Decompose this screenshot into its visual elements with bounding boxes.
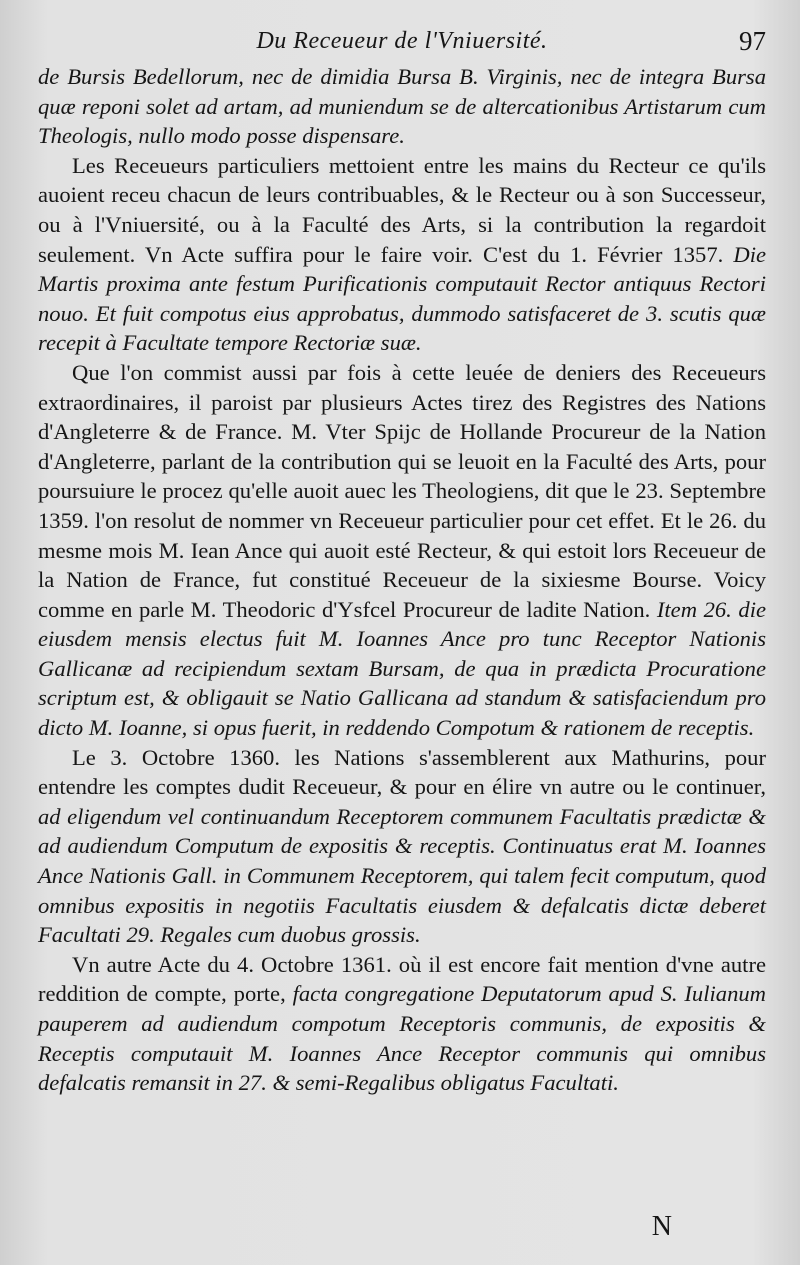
body-text: [38, 62, 766, 1098]
paragraph-receveurs-particuliers: [38, 151, 766, 358]
paragraph-receveurs-extraordinaires: [38, 358, 766, 743]
latin-quotation: Item 26. die eiusdem mensis electus fuit M. Ioannes Ance pro tunc Receptor Nationis Gallicanæ ad recipiendum sextam Bursam, de qua in prædicta Procuratione scriptum est, & obligauit se Natio Gallicana ad standum & satisfaciendum pro dicto M. Ioanne, si opus fuerit, in reddendo Compotum & rationem de receptis.: [38, 596, 766, 741]
french-text: Le 3. Octobre 1360. les Nations s'assemblerent aux Mathurins, pour entendre les comptes dudit Receueur, & pour en élire vn autre ou le continuer,: [38, 744, 766, 800]
french-text: Que l'on commist aussi par fois à cette leuée de deniers des Receueurs extraordinaires, il paroist par plusieurs Actes tirez des Registres des Nations d'Angleterre & de France. M. Vter Spijc de Hollande Procureur de la Nation d'Angleterre, parlant de la contribution qui se leuoit en la Faculté des Arts, pour poursuiure le procez qu'elle auoit auec les Theologiens, dit que le 23. Septembre 1359. l'on resolut de nommer vn Receueur particulier pour cet effet. Et le 26. du mesme mois M. Iean Ance qui auoit esté Recteur, & qui estoit lors Receueur de la Nation de France, fut constitué Receueur de la sixiesme Bourse. Voicy comme en parle M. Theodoric d'Ysfcel Procureur de ladite Nation.: [38, 359, 766, 622]
latin-quotation: facta congregatione Deputatorum apud S. Iulianum pauperem ad audiendum compotum Receptoris communis, de expositis & Receptis computauit M. Ioannes Ance Receptor communis qui omnibus defalcatis remansit in 27. & semi-Regalibus obligatus Facultati.: [38, 981, 766, 1096]
latin-quotation: ad eligendum vel continuandum Receptorem communem Facultatis prædictæ & ad audiendum Computum de expositis & receptis. Continuatus erat M. Ioannes Ance Nationis Gall. in Communem Receptorem, qui talem fecit computum, quod omnibus expositis in negotiis Facultatis eiusdem & defalcatis dictæ deberet Facultati 29. Regales cum duobus grossis.: [38, 803, 766, 948]
latin-quotation: Die Martis proxima ante festum Purificationis computauit Rector antiquus Rectori nouo. Et fuit compotus eius approbatus, dummodo satisfaceret de 3. scutis quæ recepit à Facultate tempore Rectoriæ suæ.: [38, 241, 766, 356]
paragraph-latin-continuation: [38, 62, 766, 151]
paragraph-octobre-1360: [38, 743, 766, 950]
french-text: Vn autre Acte du 4. Octobre 1361. où il est encore fait mention d'vne autre reddition de compte, porte,: [38, 951, 766, 1007]
running-head: Du Receueur de l'Vniuersité.: [256, 28, 548, 54]
page-number: 97: [739, 26, 766, 56]
latin-quotation: de Bursis Bedellorum, nec de dimidia Bursa B. Virginis, nec de integra Bursa quæ reponi solet ad artam, ad muniendum se de altercationibus Artistarum cum Theologis, nullo modo posse dispensare.: [38, 64, 766, 149]
french-text: Les Receueurs particuliers mettoient entre les mains du Recteur ce qu'ils auoient receu chacun de leurs contribuables, & le Recteur ou à son Successeur, ou à l'Vniuersité, ou à la Faculté des Arts, si la contribution la regardoit seulement. Vn Acte suffira pour le faire voir. C'est du 1. Février 1357.: [38, 152, 766, 267]
signature-mark: N: [651, 1211, 672, 1242]
page-header: [38, 26, 766, 62]
paragraph-octobre-1361: [38, 950, 766, 1098]
